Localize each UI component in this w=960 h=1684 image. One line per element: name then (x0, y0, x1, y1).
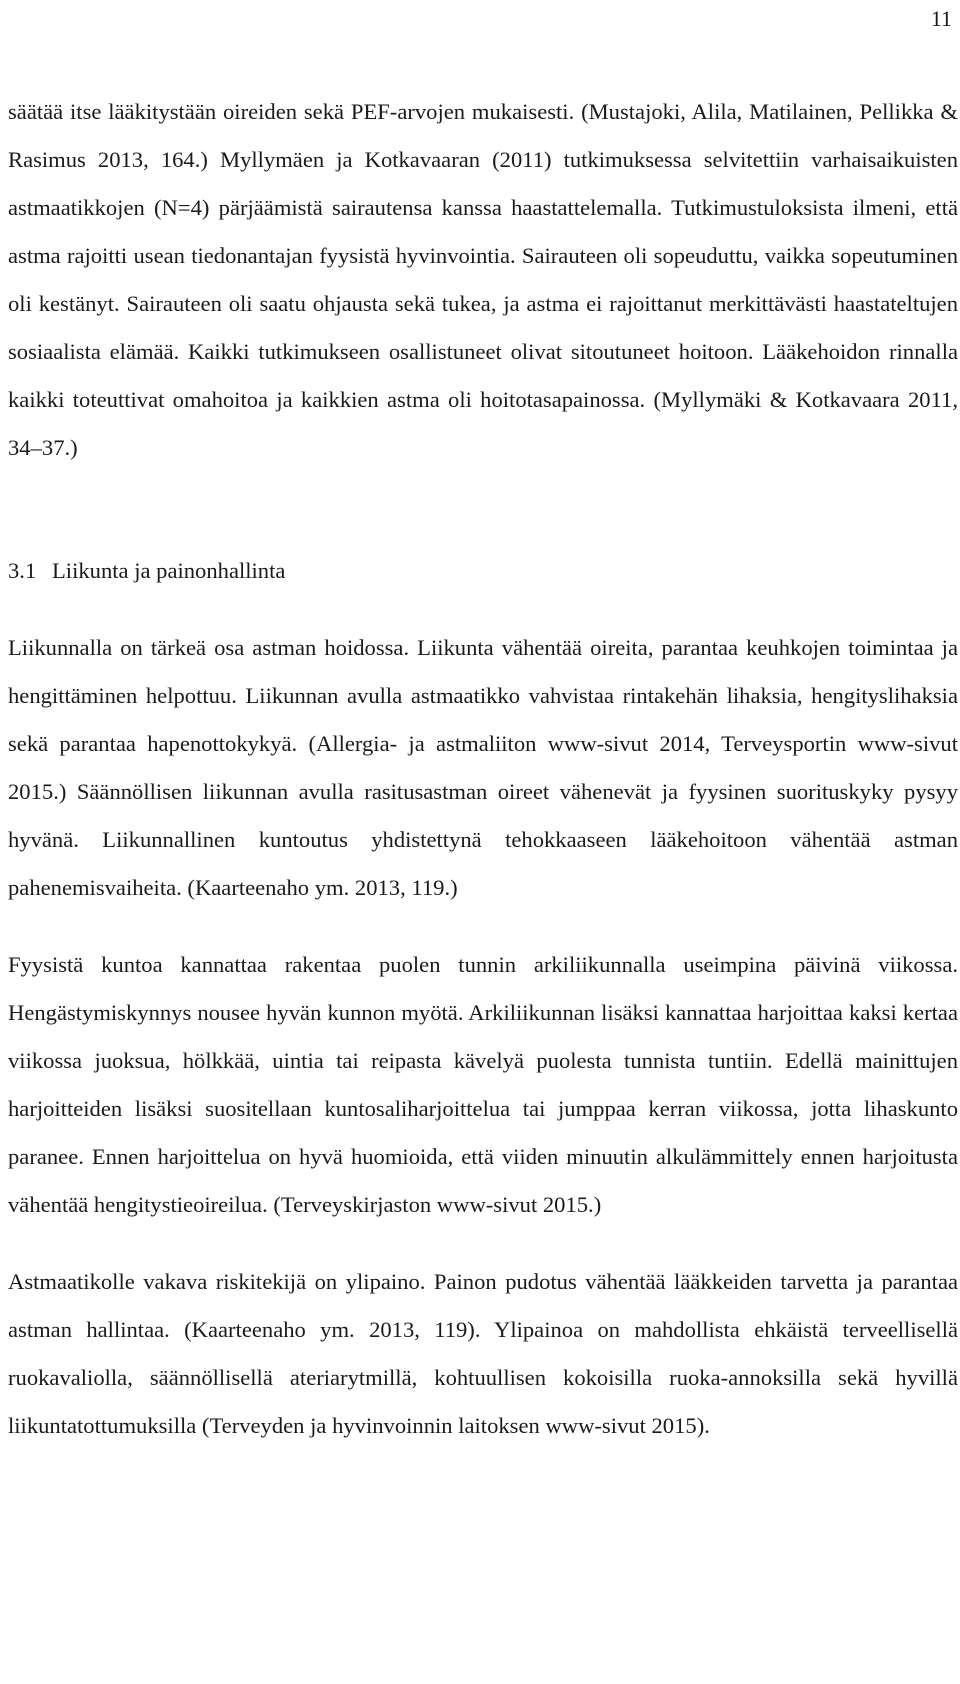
paragraph-asthma-self-care: säätää itse lääkitystään oireiden sekä PEF-arvojen mukaisesti. (Mustajoki, Alila, Matilainen, Pellikka & Rasimus 2013, 164.) Myllymäen ja Kotkavaaran (2011) tutkimuksessa selvitettiin varhaisaikuisten astmaatikkojen (N=4) pärjäämistä sairautensa kanssa haastattelemalla. Tutkimustuloksista ilmeni, että astma rajoitti usean tiedonantajan fyysistä hyvinvointia. Sairauteen oli sopeuduttu, vaikka sopeutuminen oli kestänyt. Sairauteen oli saatu ohjausta sekä tukea, ja astma ei rajoittanut merkittävästi haastateltujen sosiaalista elämää. Kaikki tutkimukseen osallistuneet olivat sitoutuneet hoitoon. Lääkehoidon rinnalla kaikki toteuttivat omahoitoa ja kaikkien astma oli hoitotasapainossa. (Myllymäki & Kotkavaara 2011, 34–37.) (8, 99, 958, 460)
page-number: 11 (930, 6, 952, 31)
document-body (8, 88, 958, 1450)
section-number: 3.1 (8, 558, 37, 583)
paragraph-fitness-recommendations: Fyysistä kuntoa kannattaa rakentaa puolen tunnin arkiliikunnalla useimpina päivinä viikossa. Hengästymiskynnys nousee hyvän kunnon myötä. Arkiliikunnan lisäksi kannattaa harjoittaa kaksi kertaa viikossa juoksua, hölkkää, uintia tai reipasta kävelyä puolesta tunnista tuntiin. Edellä mainittujen harjoitteiden lisäksi suositellaan kuntosaliharjoittelua tai jumppaa kerran viikossa, jotta lihaskunto paranee. Ennen harjoittelua on hyvä huomioida, että viiden minuutin alkulämmittely ennen harjoitusta vähentää hengitystieoireilua. (Terveyskirjaston www-sivut 2015.) (8, 952, 958, 1217)
paragraph-weight-management: Astmaatikolle vakava riskitekijä on ylipaino. Painon pudotus vähentää lääkkeiden tarvetta ja parantaa astman hallintaa. (Kaarteenaho ym. 2013, 119). Ylipainoa on mahdollista ehkäistä terveellisellä ruokavaliolla, säännöllisellä ateriarytmillä, kohtuullisen kokoisilla ruoka-annoksilla sekä hyvillä liikuntatottumuksilla (Terveyden ja hyvinvoinnin laitoksen www-sivut 2015). (8, 1269, 958, 1438)
section-title: Liikunta ja painonhallinta (52, 558, 286, 583)
section-heading (8, 547, 958, 595)
paragraph-exercise-benefits: Liikunnalla on tärkeä osa astman hoidossa. Liikunta vähentää oireita, parantaa keuhkojen toimintaa ja hengittäminen helpottuu. Liikunnan avulla astmaatikko vahvistaa rintakehän lihaksia, hengityslihaksia sekä parantaa hapenottokykyä. (Allergia- ja astmaliiton www-sivut 2014, Terveysportin www-sivut 2015.) Säännöllisen liikunnan avulla rasitusastman oireet vähenevät ja fyysinen suorituskyky pysyy hyvänä. Liikunnallinen kuntoutus yhdistettynä tehokkaaseen lääkehoitoon vähentää astman pahenemisvaiheita. (Kaarteenaho ym. 2013, 119.) (8, 635, 958, 900)
